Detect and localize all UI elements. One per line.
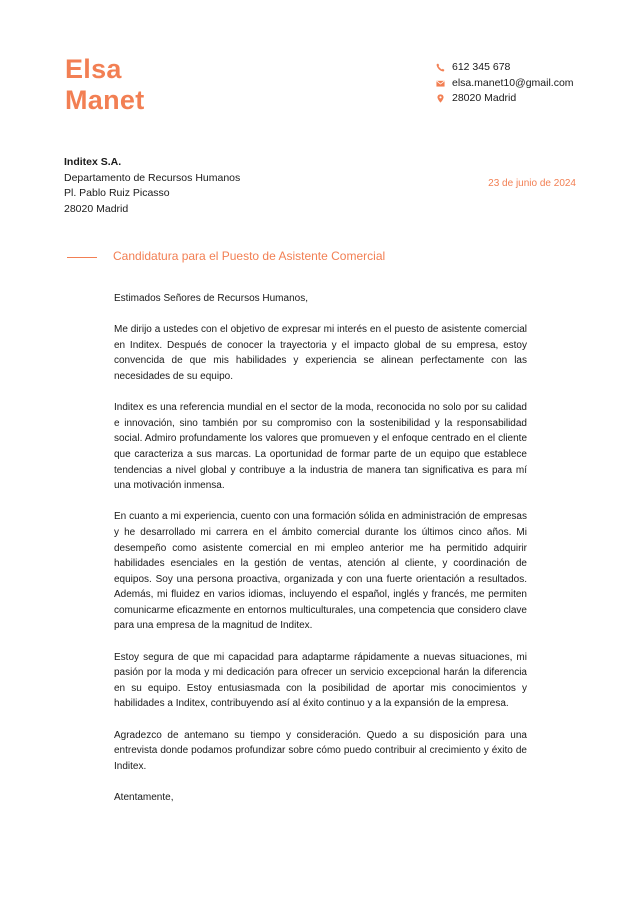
paragraph: Estoy segura de que mi capacidad para adaptarme rápidamente a nuevas situaciones, mi pasión por la moda y mi dedicación para ofrecer un servicio excepcional harán la diferencia en su equipo. Estoy entusiasmada con la posibilidad de aportar mis conocimientos y habilidades a Inditex, contribuyendo así al éxito continuo y a la expansión de la empresa. [114,651,527,710]
email-address: elsa.manet10@gmail.com [452,76,574,89]
paragraph: Me dirijo a ustedes con el objetivo de expresar mi interés en el puesto de asistente comercial en Inditex. Después de conocer la trayectoria y el impacto global de su empresa, estoy convencida de que mis habilidades y experiencia se alinean perfectamente con las necesidades de su equipo. [114,324,527,382]
paragraph: En cuanto a mi experiencia, cuento con una formación sólida en administración de empresas y he desarrollado mi carrera en el ámbito comercial durante los últimos cinco años. Mi desempeño como asistente comercial en mi empleo anterior me ha permitido adquirir habilidades esenciales en la gestión de ventas, atención al cliente, y coordinación de equipos. Soy una persona proactiva, organizada y con una fuerte orientación a resultados. Además, mi fluidez en varios idiomas, incluyendo el español, inglés y francés, me permiten comunicarme eficazmente en entornos multiculturales, una competencia que considero clave para una empresa de la magnitud de Inditex. [114,511,527,632]
salutation: Estimados Señores de Recursos Humanos, [114,293,308,304]
recipient-block [64,155,240,217]
letter-body [114,291,527,821]
recipient-address: Pl. Pablo Ruiz Picasso [64,187,170,200]
last-name: Manet [65,85,145,115]
applicant-name [65,54,145,116]
recipient-city: 28020 Madrid [64,202,129,215]
paragraph: Agradezco de antemano su tiempo y consideración. Quedo a su disposición para una entrevista donde podamos profundizar sobre cómo puedo contribuir al crecimiento y éxito de Inditex. [114,729,527,772]
phone-number: 612 345 678 [452,61,511,73]
paragraph: Inditex es una referencia mundial en el sector de la moda, reconocida no solo por su calidad e innovación, sino también por su compromiso con la sostenibilidad y la responsabilidad social. Admiro profundamente los valores que promueven y el enfoque centrado en el cliente que caracteriza a sus marcas. La oportunidad de formar parte de un equipo que establece tendencias a nivel global y contribuye a la industria de manera tan significativa es para mí una motivación inmensa. [114,402,527,492]
contact-phone [436,60,574,76]
first-name: Elsa [65,54,122,84]
location-pin-icon [436,94,445,103]
phone-icon [436,63,445,72]
closing: Atentamente, [114,792,174,803]
contact-email [436,76,574,92]
mail-icon [436,79,445,88]
letter-date: 23 de junio de 2024 [488,178,576,189]
location: 28020 Madrid [452,92,517,104]
letter-subject: Candidatura para el Puesto de Asistente Comercial [113,249,386,263]
subject-divider [67,257,97,258]
recipient-company: Inditex S.A. [64,156,122,168]
contact-location [436,91,574,107]
recipient-department: Departamento de Recursos Humanos [64,171,241,184]
contact-info [436,60,574,107]
